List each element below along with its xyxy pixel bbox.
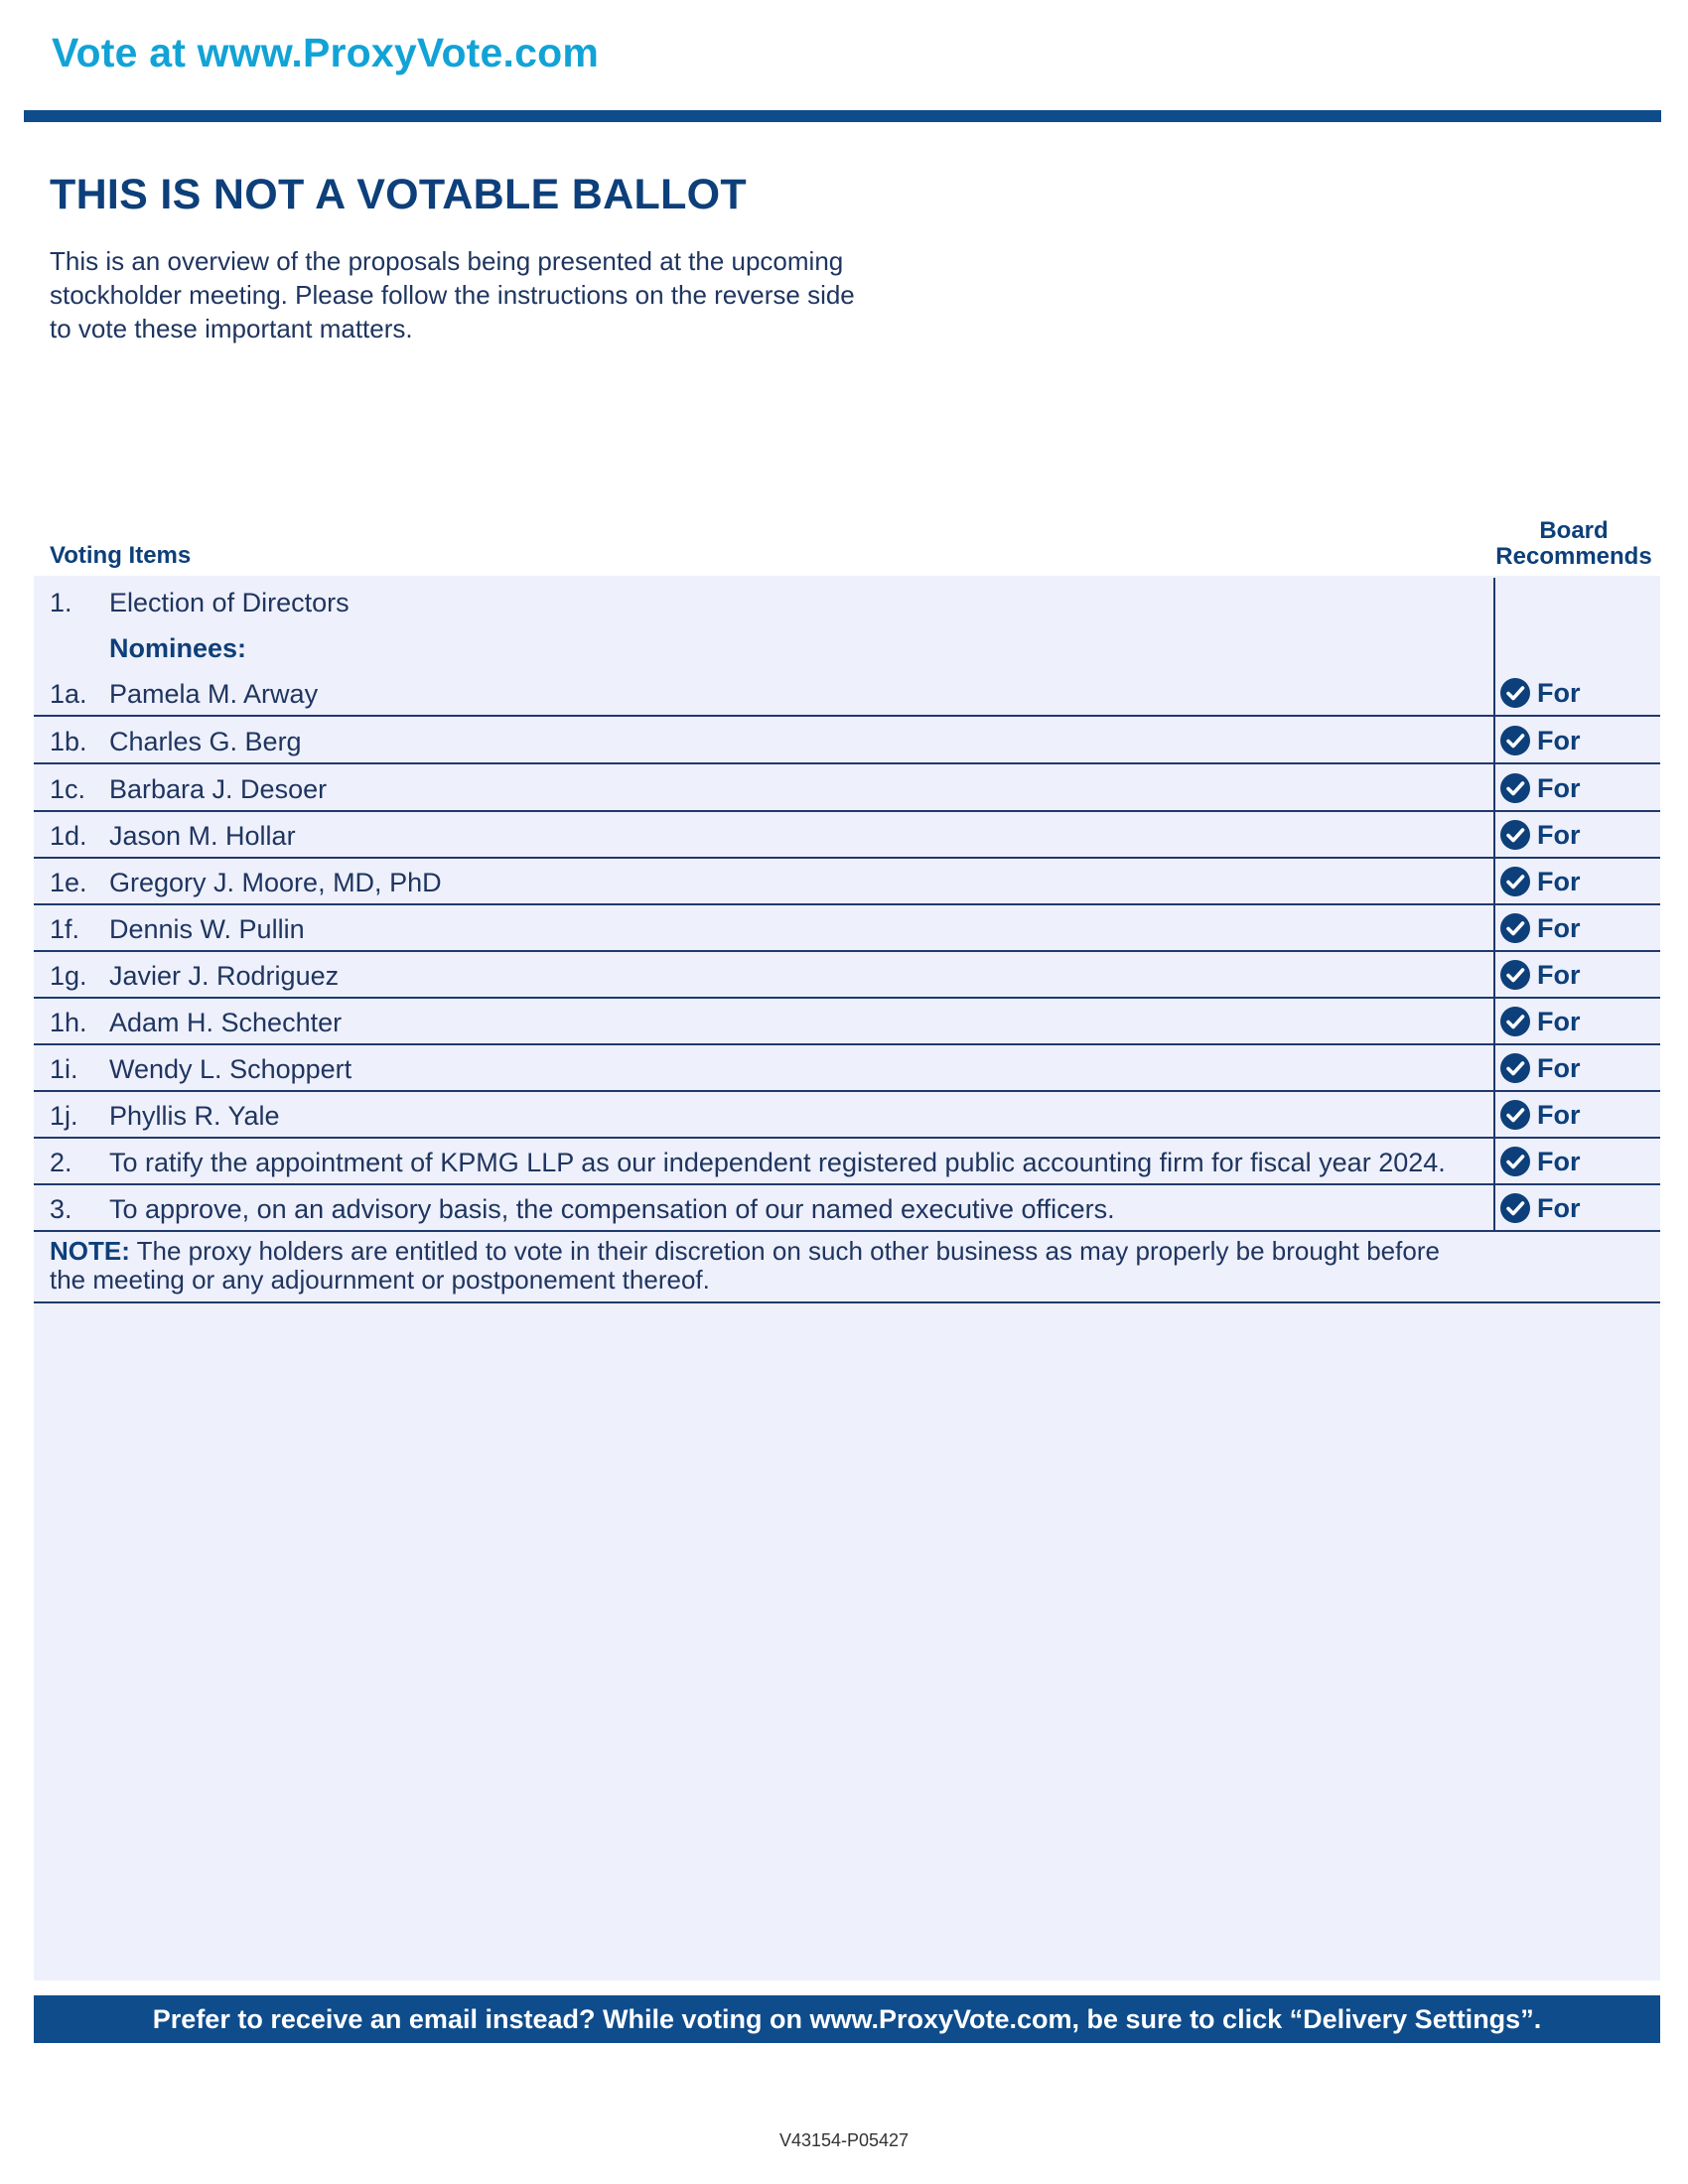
check-circle-icon (1499, 959, 1531, 991)
list-item (34, 717, 1660, 764)
header-rule (24, 110, 1661, 122)
check-circle-icon (1499, 1099, 1531, 1131)
item-text: Charles G. Berg (109, 727, 302, 756)
check-circle-icon (1499, 1192, 1531, 1224)
recommendation-label: For (1537, 959, 1581, 990)
item-number: 1b. (50, 727, 87, 756)
board-heading-line1: Board (1539, 517, 1609, 544)
recommendation-label: For (1537, 819, 1581, 850)
list-item (34, 811, 1660, 859)
delivery-settings-banner (34, 1995, 1660, 2043)
board-recommendation (1499, 819, 1581, 851)
check-circle-icon (1499, 1052, 1531, 1084)
footer-text: Prefer to receive an email instead? While voting on www.ProxyVote.com, be sure to click “Delivery Settings”. (152, 2003, 1542, 2034)
check-circle-icon (1499, 819, 1531, 851)
item-number: 1g. (50, 961, 87, 991)
list-item (34, 669, 1660, 717)
item-number: 1c. (50, 774, 86, 804)
recommendation-label: For (1537, 1192, 1581, 1223)
recommendation-label: For (1537, 725, 1581, 755)
recommendation-label: For (1537, 1146, 1581, 1176)
page-title: THIS IS NOT A VOTABLE BALLOT (50, 171, 747, 218)
recommendation-label: For (1537, 772, 1581, 803)
board-recommendation (1499, 772, 1581, 804)
item-text: Phyllis R. Yale (109, 1101, 280, 1131)
document-code: V43154-P05427 (778, 2130, 910, 2150)
recommendation-label: For (1537, 1052, 1581, 1083)
item-number: 1j. (50, 1101, 78, 1131)
list-item (34, 764, 1660, 812)
list-item (34, 1091, 1660, 1139)
list-item (34, 904, 1660, 952)
board-recommendation (1499, 959, 1581, 991)
board-recommendation (1499, 725, 1581, 756)
item-number: 1e. (50, 868, 87, 897)
check-circle-icon (1499, 912, 1531, 944)
list-item (34, 1044, 1660, 1092)
recommendation-label: For (1537, 1099, 1581, 1130)
item-number: 3. (50, 1194, 72, 1224)
item-text: Wendy L. Schoppert (109, 1054, 352, 1084)
item-number: 1i. (50, 1054, 78, 1084)
item-text: Election of Directors (109, 588, 350, 617)
board-recommendation (1499, 866, 1581, 897)
list-item (34, 951, 1660, 999)
board-recommendation (1499, 1099, 1581, 1131)
item-number: 1. (50, 588, 72, 617)
item-text: Adam H. Schechter (109, 1008, 343, 1037)
list-item (34, 578, 1660, 623)
board-recommends-heading (1489, 518, 1658, 570)
note-label: NOTE: (50, 1236, 130, 1266)
item-number: 1d. (50, 821, 87, 851)
recommendation-label: For (1537, 1006, 1581, 1036)
item-number: 1a. (50, 679, 87, 709)
list-item (34, 1138, 1660, 1185)
recommendation-label: For (1537, 866, 1581, 896)
board-recommendation (1499, 1006, 1581, 1037)
item-text: Barbara J. Desoer (109, 774, 328, 804)
check-circle-icon (1499, 866, 1531, 897)
proxy-note (50, 1237, 1479, 1295)
check-circle-icon (1499, 677, 1531, 709)
item-number: 2. (50, 1148, 72, 1177)
recommendation-label: For (1537, 677, 1581, 708)
item-number: 1f. (50, 914, 80, 944)
item-text: To ratify the appointment of KPMG LLP as our independent registered public accounting firm for fiscal year 2024. (109, 1148, 1446, 1177)
check-circle-icon (1499, 1146, 1531, 1177)
check-circle-icon (1499, 725, 1531, 756)
proxyvote-header-link[interactable]: Vote at www.ProxyVote.com (52, 30, 600, 75)
board-recommendation (1499, 677, 1581, 709)
list-item (34, 623, 1660, 669)
item-text: Jason M. Hollar (109, 821, 296, 851)
item-number: 1h. (50, 1008, 87, 1037)
item-text: Pamela M. Arway (109, 679, 319, 709)
recommendation-label: For (1537, 912, 1581, 943)
check-circle-icon (1499, 772, 1531, 804)
check-circle-icon (1499, 1006, 1531, 1037)
board-recommendation (1499, 912, 1581, 944)
note-rule (34, 1301, 1660, 1303)
nominees-label: Nominees: (109, 633, 247, 663)
item-text: Javier J. Rodriguez (109, 961, 340, 991)
list-item (34, 998, 1660, 1045)
voting-items-heading: Voting Items (50, 542, 192, 569)
list-item (34, 858, 1660, 905)
board-heading-line2: Recommends (1495, 543, 1652, 570)
list-item (34, 1184, 1660, 1232)
item-text: To approve, on an advisory basis, the compensation of our named executive officers. (109, 1194, 1115, 1224)
item-text: Dennis W. Pullin (109, 914, 305, 944)
intro-text: This is an overview of the proposals being presented at the upcoming stockholder meeting. Please follow the instructions on the reverse side to vote these important matters. (50, 246, 855, 343)
board-recommendation (1499, 1052, 1581, 1084)
note-text: The proxy holders are entitled to vote in their discretion on such other business as may properly be brought before the meeting or any adjournment or postponement thereof. (50, 1236, 1440, 1295)
board-recommendation (1499, 1146, 1581, 1177)
item-text: Gregory J. Moore, MD, PhD (109, 868, 442, 897)
board-recommendation (1499, 1192, 1581, 1224)
